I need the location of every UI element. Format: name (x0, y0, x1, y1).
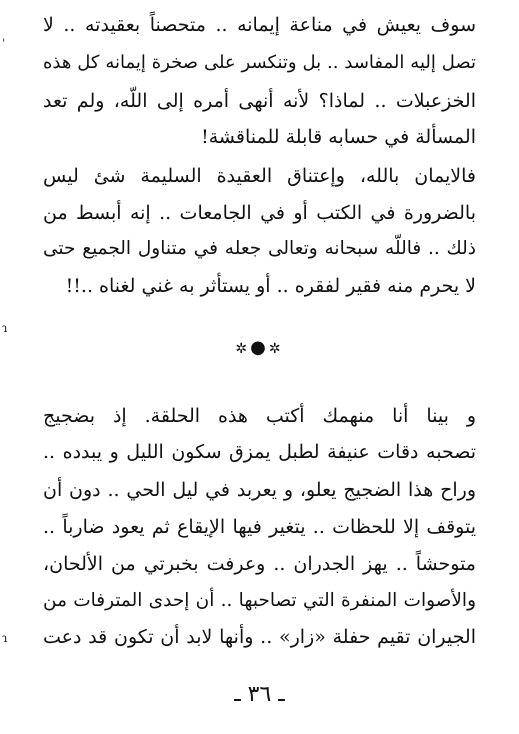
paragraph-line: ذلك .. فاللّه سبحانه وتعالى جعله في متناول الجميع حتى (43, 238, 476, 259)
paragraph-line: سوف يعيش في مناعة إيمانه .. متحصناً بعقيدته .. لا (43, 14, 476, 36)
paragraph-line: تصل إليه المفاسد .. بل وتنكسر على صخرة إيمانه كل هذه (43, 52, 476, 73)
page-number: ـ ٣٦ ـ (234, 682, 285, 707)
paragraph-line: بالضرورة في الكتب أو في الجامعات .. إنه أبسط من (43, 202, 476, 224)
paragraph-line: الخزعبلات .. لماذا؟ لأنه أنهى أمره إلى اللّه، ولم تعد (43, 90, 476, 112)
scan-edge-mark: ɿ (2, 321, 8, 335)
scan-edge-mark: ɿ (2, 631, 8, 645)
paragraph-line: الجيران تقيم حفلة «زار» .. وأنها لابد أن تكون قد دعت (43, 626, 476, 648)
section-separator (0, 338, 519, 359)
separator-star-icon: ✲ (235, 341, 251, 357)
paragraph-line: والأصوات المنفرة التي تصاحبها .. أن إحدى المترفات من (43, 590, 476, 611)
paragraph-line: المسألة في حسابه قابلة للمناقشة! (201, 126, 476, 148)
scan-edge-mark: ˈ (2, 37, 6, 51)
paragraph-line: و بينا أنا منهمك أكتب هذه الحلقة. إذ بضجيج (43, 405, 476, 427)
paragraph-line: وراح هذا الضجيج يعلو، و يعربد في ليل الحي .. دون أن (43, 479, 476, 501)
paragraph-line: متوحشاً .. يهز الجدران .. وعرفت بخبرتي من الألحان، (43, 553, 476, 575)
separator-star-icon: ✲ (268, 341, 284, 357)
paragraph-line: فالايمان بالله، وإعتناق العقيدة السليمة شئ ليس (43, 165, 476, 187)
paragraph-line: تصحبه دقات عنيفة لطبل يمزق سكون الليل و يبدده .. (43, 441, 476, 463)
separator-dot-icon: ● (250, 337, 269, 358)
paragraph-line: لا يحرم منه فقير لفقره .. أو يستأثر به غني لغناه ..!! (65, 275, 476, 297)
paragraph-line: يتوقف إلا للحظات .. يتغير فيها الإيقاع ثم يعود ضارباً .. (43, 516, 476, 538)
